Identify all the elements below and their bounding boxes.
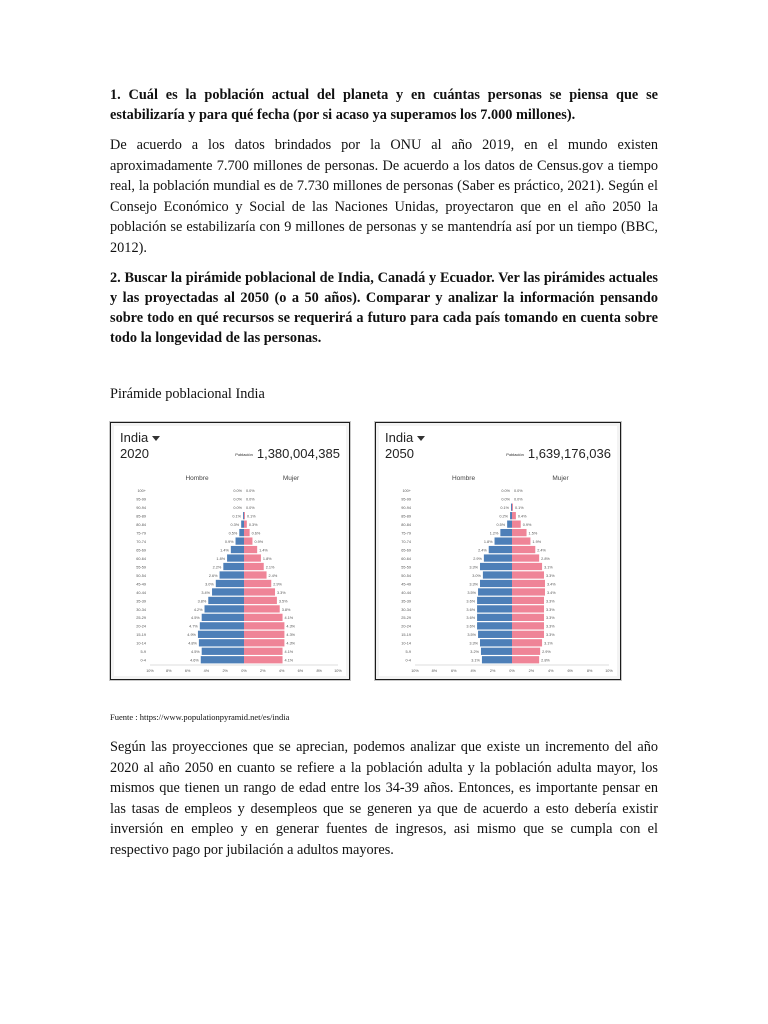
female-bar (244, 546, 257, 553)
pyramid-figure-2050 (374, 421, 622, 681)
age-tick-label: 90-94 (401, 506, 411, 511)
female-bar (512, 639, 542, 646)
female-data-label: 1.8% (262, 556, 272, 561)
male-bar (478, 588, 512, 595)
male-data-label: 0.9% (224, 539, 234, 544)
age-tick-label: 25-29 (136, 616, 146, 621)
male-bar (241, 521, 244, 528)
age-tick-label: 30-34 (136, 607, 146, 612)
male-data-label: 4.8% (188, 641, 197, 646)
male-data-label: 0.1% (232, 514, 242, 519)
age-tick-label: 15-19 (136, 633, 146, 638)
male-data-label: 2.2% (212, 565, 222, 570)
x-tick-label: 10% (411, 669, 419, 673)
female-label: Mujer (282, 475, 300, 482)
analysis-section (110, 737, 658, 860)
male-bar (478, 631, 512, 638)
pyramid-chart-2050 (379, 426, 617, 676)
female-data-label: 4.1% (284, 616, 294, 621)
male-data-label: 0.0% (501, 497, 510, 502)
age-tick-label: 75-79 (136, 531, 146, 536)
female-bar (244, 588, 275, 595)
female-bar (512, 554, 539, 561)
female-data-label: 3.1% (544, 641, 553, 646)
female-bar (512, 537, 530, 544)
female-data-label: 3.3% (277, 590, 286, 595)
male-data-label: 2.6% (208, 573, 218, 578)
year-label: 2020 (120, 446, 149, 461)
male-bar (477, 622, 512, 629)
male-bar (208, 597, 244, 604)
female-data-label: 2.1% (265, 565, 275, 570)
age-tick-label: 65-69 (136, 548, 146, 553)
age-tick-label: 20-24 (401, 624, 411, 629)
male-data-label: 4.6% (190, 658, 199, 663)
female-data-label: 3.3% (546, 616, 555, 621)
female-bar (244, 563, 264, 570)
male-bar (200, 622, 244, 629)
female-data-label: 2.4% (268, 573, 278, 578)
female-data-label: 3.3% (546, 607, 555, 612)
male-data-label: 0.2% (499, 514, 509, 519)
female-bar (244, 571, 267, 578)
x-tick-label: 8% (166, 669, 172, 673)
x-tick-label: 10% (605, 669, 613, 673)
male-data-label: 0.0% (501, 489, 510, 494)
female-bar (244, 656, 283, 663)
female-data-label: 4.3% (286, 641, 296, 646)
male-data-label: 3.1% (471, 658, 480, 663)
male-data-label: 3.5% (467, 590, 477, 595)
age-tick-label: 100+ (137, 489, 146, 494)
female-data-label: 0.6% (251, 531, 261, 536)
female-bar (512, 546, 535, 553)
male-bar (480, 563, 512, 570)
female-bar (244, 554, 261, 561)
female-bar (244, 648, 283, 655)
female-data-label: 2.9% (542, 650, 551, 655)
female-bar (512, 622, 544, 629)
year-label: 2050 (385, 446, 414, 461)
female-bar (512, 512, 516, 519)
age-tick-label: 45-49 (401, 582, 411, 587)
male-data-label: 3.3% (469, 641, 478, 646)
male-bar (480, 639, 512, 646)
x-tick-label: 2% (489, 669, 496, 673)
female-bar (512, 563, 542, 570)
x-tick-label: 6% (451, 669, 457, 673)
female-data-label: 0.3% (248, 523, 258, 528)
male-data-label: 3.3% (469, 582, 478, 587)
male-data-label: 3.0% (472, 573, 481, 578)
age-tick-label: 20-24 (136, 624, 146, 629)
female-bar (512, 605, 544, 612)
female-bar (512, 597, 544, 604)
female-data-label: 3.8% (281, 607, 291, 612)
male-bar (231, 546, 244, 553)
age-tick-label: 60-64 (401, 556, 411, 561)
x-tick-label: 10% (146, 669, 154, 673)
age-tick-label: 100+ (402, 489, 411, 494)
pyramid-figure-2020 (109, 421, 351, 681)
female-bar (244, 512, 245, 519)
x-tick-label: 2% (260, 669, 266, 673)
male-bar (489, 546, 512, 553)
male-bar (482, 656, 512, 663)
male-data-label: 0.0% (233, 497, 242, 502)
age-tick-label: 50-54 (136, 573, 146, 578)
age-tick-label: 15-19 (401, 633, 411, 638)
male-data-label: 3.6% (466, 599, 476, 604)
age-tick-label: 5-9 (405, 650, 411, 655)
x-tick-label: 0% (241, 669, 247, 673)
female-bar (244, 631, 284, 638)
document-body (110, 85, 658, 348)
male-data-label: 0.0% (233, 489, 242, 494)
female-data-label: 0.0% (514, 489, 523, 494)
female-data-label: 3.3% (546, 633, 555, 638)
female-data-label: 0.0% (246, 506, 255, 511)
female-bar (512, 656, 539, 663)
female-data-label: 1.5% (528, 531, 538, 536)
female-data-label: 3.3% (546, 573, 555, 578)
male-data-label: 1.2% (489, 531, 499, 536)
male-bar (216, 580, 244, 587)
x-tick-label: 4% (278, 669, 285, 673)
female-data-label: 3.3% (546, 624, 555, 629)
female-bar (244, 605, 280, 612)
male-data-label: 1.4% (220, 548, 229, 553)
age-tick-label: 10-14 (401, 641, 411, 646)
male-bar (202, 614, 244, 621)
age-tick-label: 70-74 (136, 539, 146, 544)
male-data-label: 1.8% (483, 539, 493, 544)
male-bar (201, 656, 244, 663)
age-tick-label: 80-84 (136, 523, 146, 528)
male-bar (243, 512, 244, 519)
female-data-label: 1.9% (532, 539, 542, 544)
age-tick-label: 5-9 (140, 650, 146, 655)
population-label: Población (506, 452, 524, 458)
question-2: 2. Buscar la pirámide poblacional de India, Canadá y Ecuador. Ver las pirámides actuales y las proyectadas al 2050 (o a 50 años). Comparar y analizar la información pensando sobre todo en qué recursos se requerirá a futuro para cada país tomando en cuenta sobre todo la longevidad de las personas. (110, 270, 658, 346)
x-tick-label: 4% (203, 669, 210, 673)
female-data-label: 2.9% (273, 582, 282, 587)
male-data-label: 4.2% (193, 607, 203, 612)
answer-1: De acuerdo a los datos brindados por la ONU al año 2019, en el mundo existen aproximadamente 7.700 millones de personas. De acuerdo a los datos de Census.gov a tiempo real, la población mundial es de 7.730 millones de personas (Saber es práctico, 2021). Según el Consejo Económico y Social de las Naciones Unidas, proyectaron que en el año 2050 la población se estabilizaría con 9 millones de personas y se mantendría así por un tiempo (BBC, 2012). (110, 137, 658, 256)
age-tick-label: 55-59 (136, 565, 146, 570)
female-bar (512, 631, 544, 638)
age-tick-label: 85-89 (136, 514, 146, 519)
age-tick-label: 10-14 (136, 641, 146, 646)
male-bar (236, 537, 244, 544)
female-data-label: 4.3% (286, 633, 296, 638)
female-bar (512, 571, 544, 578)
male-data-label: 2.9% (473, 556, 482, 561)
male-data-label: 3.4% (201, 590, 211, 595)
x-tick-label: 8% (316, 669, 322, 673)
male-bar (481, 648, 512, 655)
x-tick-label: 2% (528, 669, 535, 673)
female-bar (244, 614, 283, 621)
male-bar (477, 605, 512, 612)
x-tick-label: 4% (470, 669, 476, 673)
male-data-label: 0.5% (228, 531, 238, 536)
male-data-label: 3.6% (466, 607, 476, 612)
male-data-label: 0.0% (233, 506, 242, 511)
male-bar (483, 571, 512, 578)
female-data-label: 3.4% (546, 590, 556, 595)
male-data-label: 3.3% (469, 565, 478, 570)
age-tick-label: 35-39 (401, 599, 411, 604)
age-tick-label: 95-99 (401, 497, 411, 502)
male-data-label: 3.5% (467, 633, 477, 638)
female-bar (512, 529, 527, 536)
female-data-label: 4.1% (284, 658, 294, 663)
age-tick-label: 40-44 (401, 590, 411, 595)
female-bar (244, 537, 252, 544)
age-tick-label: 65-69 (401, 548, 411, 553)
x-tick-label: 6% (567, 669, 573, 673)
female-bar (512, 614, 544, 621)
male-label: Hombre (185, 475, 209, 482)
question-1: 1. Cuál es la población actual del planeta y en cuántas personas se piensa que se estabilizaría y para qué fecha (por si acaso ya superamos los 7.000 millones). (110, 87, 658, 123)
female-data-label: 3.5% (278, 599, 288, 604)
female-bar (244, 580, 271, 587)
male-bar (198, 631, 244, 638)
male-data-label: 4.7% (189, 624, 198, 629)
age-tick-label: 45-49 (136, 582, 146, 587)
female-data-label: 0.1% (246, 514, 256, 519)
age-tick-label: 25-29 (401, 616, 411, 621)
x-tick-label: 6% (184, 669, 191, 673)
male-data-label: 3.8% (197, 599, 207, 604)
age-tick-label: 60-64 (136, 556, 146, 561)
figure-caption: Pirámide poblacional India (110, 386, 265, 402)
female-bar (512, 521, 521, 528)
x-tick-label: 8% (586, 669, 593, 673)
x-tick-label: 6% (297, 669, 304, 673)
male-data-label: 1.8% (216, 556, 226, 561)
x-tick-label: 4% (548, 669, 554, 673)
female-bar (512, 580, 545, 587)
age-tick-label: 75-79 (401, 531, 411, 536)
female-data-label: 3.1% (544, 565, 553, 570)
age-tick-label: 85-89 (401, 514, 411, 519)
female-bar (244, 529, 250, 536)
male-bar (477, 614, 512, 621)
age-tick-label: 0-4 (405, 658, 411, 663)
female-data-label: 4.3% (286, 624, 296, 629)
x-tick-label: 10% (334, 669, 342, 673)
male-data-label: 4.5% (191, 616, 200, 621)
male-data-label: 3.6% (466, 616, 476, 621)
female-data-label: 0.0% (246, 497, 255, 502)
female-bar (512, 504, 513, 511)
age-tick-label: 90-94 (136, 506, 146, 511)
female-bar (244, 622, 284, 629)
male-data-label: 4.9% (187, 633, 196, 638)
male-data-label: 3.2% (470, 650, 479, 655)
female-data-label: 0.0% (246, 489, 255, 494)
population-label: Población (235, 452, 253, 458)
age-tick-label: 40-44 (136, 590, 146, 595)
age-tick-label: 95-99 (136, 497, 146, 502)
male-bar (484, 554, 512, 561)
male-label: Hombre (451, 475, 476, 482)
male-data-label: 3.6% (466, 624, 476, 629)
female-bar (512, 648, 540, 655)
female-data-label: 3.3% (546, 599, 555, 604)
age-tick-label: 30-34 (401, 607, 411, 612)
female-bar (244, 639, 284, 646)
pyramid-chart-2020 (114, 426, 346, 676)
female-data-label: 0.0% (514, 497, 523, 502)
male-bar (510, 512, 512, 519)
female-bar (244, 597, 277, 604)
figure-source: Fuente : https://www.populationpyramid.net/es/india (110, 712, 290, 722)
female-data-label: 2.8% (541, 556, 550, 561)
country-label: India (120, 430, 149, 445)
male-data-label: 0.3% (230, 523, 240, 528)
x-tick-label: 8% (431, 669, 438, 673)
female-data-label: 0.4% (517, 514, 527, 519)
male-bar (500, 529, 512, 536)
male-data-label: 3.0% (205, 582, 214, 587)
female-data-label: 2.8% (541, 658, 550, 663)
female-data-label: 3.4% (546, 582, 556, 587)
male-bar (223, 563, 244, 570)
age-tick-label: 55-59 (401, 565, 411, 570)
female-data-label: 0.9% (254, 539, 264, 544)
population-value: 1,380,004,385 (256, 446, 340, 461)
male-bar (202, 648, 244, 655)
age-tick-label: 70-74 (401, 539, 411, 544)
male-bar (511, 504, 512, 511)
female-data-label: 0.1% (514, 506, 524, 511)
male-bar (212, 588, 244, 595)
male-bar (507, 521, 512, 528)
male-data-label: 2.4% (478, 548, 487, 553)
male-bar (205, 605, 244, 612)
male-data-label: 0.1% (500, 506, 510, 511)
female-data-label: 0.9% (522, 523, 532, 528)
male-bar (199, 639, 244, 646)
x-tick-label: 2% (222, 669, 228, 673)
female-data-label: 1.4% (259, 548, 268, 553)
male-data-label: 4.5% (191, 650, 200, 655)
age-tick-label: 50-54 (401, 573, 411, 578)
age-tick-label: 0-4 (140, 658, 146, 663)
male-bar (477, 597, 512, 604)
male-bar (227, 554, 244, 561)
country-label: India (385, 430, 414, 445)
age-tick-label: 80-84 (401, 523, 411, 528)
population-value: 1,639,176,036 (527, 446, 611, 461)
male-bar (480, 580, 512, 587)
female-label: Mujer (552, 475, 569, 482)
analysis-paragraph: Según las proyecciones que se aprecian, podemos analizar que existe un incremento del año 2020 al año 2050 en cuanto se refiere a la población adulta y la población adulta mayor, los mismos que tienen un rango de edad entre los 34-39 años. Entonces, es importante pensar en las tasas de empleos y desempleos que se generen ya que de acuerdo a esto debería existir inversión en empleo y en generar fuentes de ingresos, asi mismo que se cumpla con el respectivo pago por jubilación a adultos mayores. (110, 739, 658, 858)
female-data-label: 2.4% (537, 548, 546, 553)
male-bar (239, 529, 244, 536)
x-tick-label: 0% (509, 669, 515, 673)
female-data-label: 4.1% (284, 650, 294, 655)
male-data-label: 0.5% (496, 523, 506, 528)
male-bar (220, 571, 244, 578)
age-tick-label: 35-39 (136, 599, 146, 604)
male-bar (495, 537, 512, 544)
female-bar (512, 588, 545, 595)
female-bar (244, 521, 247, 528)
